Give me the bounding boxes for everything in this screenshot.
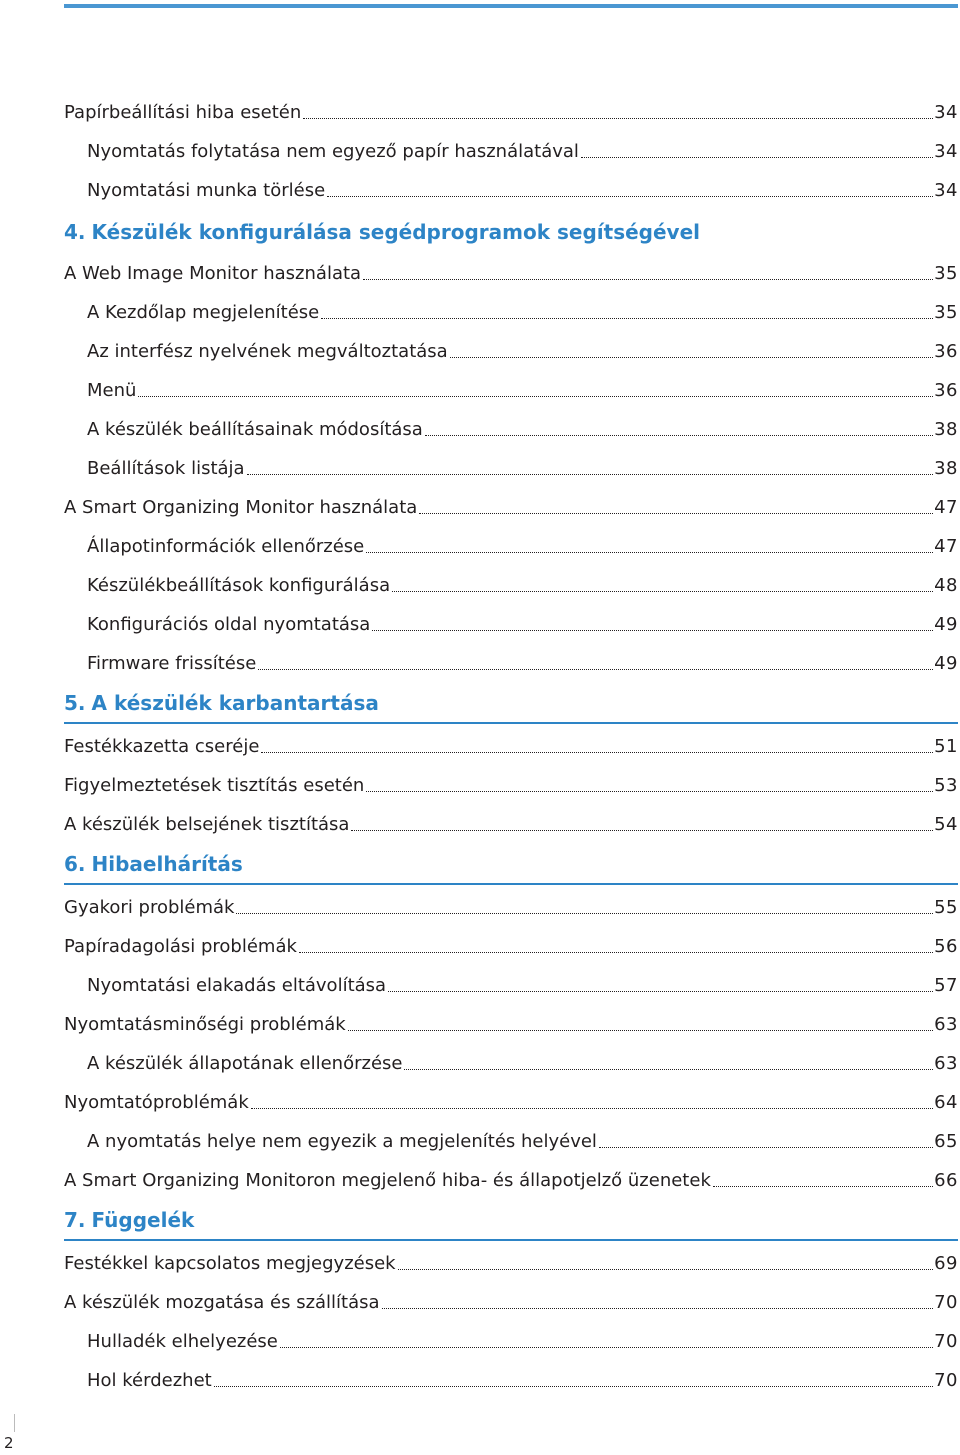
table-of-contents xyxy=(64,90,958,1397)
entry-title: A Smart Organizing Monitoron megjelenő hiba- és állapotjelző üzenetek xyxy=(64,1170,711,1191)
entry-page-number: 64 xyxy=(934,1092,958,1113)
entry-title: Beállítások listája xyxy=(87,458,245,479)
toc-entry[interactable] xyxy=(64,1280,958,1319)
dot-leader xyxy=(348,1029,933,1031)
entry-page-number: 36 xyxy=(934,341,958,362)
entry-page-number: 70 xyxy=(934,1331,958,1352)
dot-leader xyxy=(713,1185,933,1187)
chapter-number: 5. xyxy=(64,691,86,715)
entry-page-number: 38 xyxy=(934,419,958,440)
toc-subentry[interactable] xyxy=(64,1041,958,1080)
dot-leader xyxy=(280,1346,933,1348)
dot-leader xyxy=(450,356,933,358)
entry-page-number: 35 xyxy=(934,302,958,323)
dot-leader xyxy=(581,156,933,158)
dot-leader xyxy=(366,790,933,792)
toc-entry[interactable] xyxy=(64,763,958,802)
entry-page-number: 63 xyxy=(934,1053,958,1074)
entry-page-number: 48 xyxy=(934,575,958,596)
chapter-title: A készülék karbantartása xyxy=(91,691,379,715)
toc-subentry[interactable] xyxy=(64,168,958,207)
chapter-title: Függelék xyxy=(91,1208,195,1232)
entry-title: Az interfész nyelvének megváltoztatása xyxy=(87,341,448,362)
dot-leader xyxy=(392,590,933,592)
entry-title: A Kezdőlap megjelenítése xyxy=(87,302,320,323)
toc-chapter-heading[interactable] xyxy=(64,207,958,251)
entry-page-number: 51 xyxy=(934,736,958,757)
entry-title: A készülék állapotának ellenőrzése xyxy=(87,1053,403,1074)
dot-leader xyxy=(327,195,933,197)
dot-leader xyxy=(363,278,933,280)
page-margin-mark xyxy=(14,1414,15,1432)
entry-title: Papíradagolási problémák xyxy=(64,936,297,957)
dot-leader xyxy=(236,912,933,914)
dot-leader xyxy=(398,1268,934,1270)
toc-subentry[interactable] xyxy=(64,1358,958,1397)
dot-leader xyxy=(261,751,933,753)
entry-page-number: 47 xyxy=(934,536,958,557)
toc-subentry[interactable] xyxy=(64,407,958,446)
dot-leader xyxy=(321,317,933,319)
toc-subentry[interactable] xyxy=(64,129,958,168)
dot-leader xyxy=(382,1307,934,1309)
entry-title: Nyomtatás folytatása nem egyező papír használatával xyxy=(87,141,579,162)
entry-title: Konfigurációs oldal nyomtatása xyxy=(87,614,371,635)
toc-subentry[interactable] xyxy=(64,963,958,1002)
dot-leader xyxy=(419,512,933,514)
toc-entry[interactable] xyxy=(64,802,958,841)
entry-page-number: 34 xyxy=(934,102,958,123)
entry-page-number: 47 xyxy=(934,497,958,518)
entry-page-number: 65 xyxy=(934,1131,958,1152)
entry-title: Papírbeállítási hiba esetén xyxy=(64,102,302,123)
dot-leader xyxy=(247,473,934,475)
entry-title: Hulladék elhelyezése xyxy=(87,1331,278,1352)
toc-entry[interactable] xyxy=(64,251,958,290)
dot-leader xyxy=(599,1146,933,1148)
entry-title: A nyomtatás helye nem egyezik a megjelenítés helyével xyxy=(87,1131,597,1152)
toc-entry[interactable] xyxy=(64,1002,958,1041)
entry-title: Nyomtatási elakadás eltávolítása xyxy=(87,975,387,996)
toc-subentry[interactable] xyxy=(64,524,958,563)
chapter-number: 7. xyxy=(64,1208,86,1232)
entry-title: Nyomtatóproblémák xyxy=(64,1092,249,1113)
entry-page-number: 36 xyxy=(934,380,958,401)
toc-chapter-heading[interactable] xyxy=(64,1197,958,1241)
toc-entry[interactable] xyxy=(64,485,958,524)
page-number: 2 xyxy=(4,1434,14,1452)
header-rule xyxy=(64,4,958,8)
dot-leader xyxy=(404,1068,933,1070)
chapter-title: Hibaelhárítás xyxy=(91,852,243,876)
entry-title: Menü xyxy=(87,380,137,401)
dot-leader xyxy=(425,434,933,436)
chapter-number: 4. xyxy=(64,220,86,244)
entry-page-number: 55 xyxy=(934,897,958,918)
entry-title: Firmware frissítése xyxy=(87,653,257,674)
entry-page-number: 49 xyxy=(934,614,958,635)
entry-page-number: 34 xyxy=(934,141,958,162)
dot-leader xyxy=(351,829,933,831)
toc-entry[interactable] xyxy=(64,924,958,963)
entry-page-number: 70 xyxy=(934,1370,958,1391)
toc-entry[interactable] xyxy=(64,885,958,924)
entry-title: A Smart Organizing Monitor használata xyxy=(64,497,418,518)
entry-title: A készülék beállításainak módosítása xyxy=(87,419,423,440)
toc-subentry[interactable] xyxy=(64,368,958,407)
toc-entry[interactable] xyxy=(64,1241,958,1280)
entry-page-number: 49 xyxy=(934,653,958,674)
toc-chapter-heading[interactable] xyxy=(64,680,958,724)
entry-title: A készülék mozgatása és szállítása xyxy=(64,1292,380,1313)
entry-page-number: 57 xyxy=(934,975,958,996)
chapter-number: 6. xyxy=(64,852,86,876)
entry-title: Nyomtatásminőségi problémák xyxy=(64,1014,346,1035)
toc-subentry[interactable] xyxy=(64,641,958,680)
entry-page-number: 70 xyxy=(934,1292,958,1313)
dot-leader xyxy=(303,117,933,119)
entry-page-number: 69 xyxy=(934,1253,958,1274)
toc-entry[interactable] xyxy=(64,1080,958,1119)
entry-title: Festékkazetta cseréje xyxy=(64,736,260,757)
dot-leader xyxy=(366,551,933,553)
toc-subentry[interactable] xyxy=(64,329,958,368)
entry-page-number: 54 xyxy=(934,814,958,835)
entry-title: Készülékbeállítások konfigurálása xyxy=(87,575,391,596)
toc-chapter-heading[interactable] xyxy=(64,841,958,885)
entry-title: Nyomtatási munka törlése xyxy=(87,180,326,201)
toc-subentry[interactable] xyxy=(64,446,958,485)
toc-entry[interactable] xyxy=(64,1158,958,1197)
entry-page-number: 53 xyxy=(934,775,958,796)
entry-page-number: 56 xyxy=(934,936,958,957)
toc-subentry[interactable] xyxy=(64,1319,958,1358)
entry-title: A Web Image Monitor használata xyxy=(64,263,362,284)
dot-leader xyxy=(251,1107,933,1109)
entry-title: Hol kérdezhet xyxy=(87,1370,212,1391)
entry-page-number: 35 xyxy=(934,263,958,284)
dot-leader xyxy=(299,951,933,953)
entry-page-number: 63 xyxy=(934,1014,958,1035)
entry-page-number: 38 xyxy=(934,458,958,479)
dot-leader xyxy=(258,668,933,670)
dot-leader xyxy=(214,1385,933,1387)
chapter-title: Készülék konfigurálása segédprogramok segítségével xyxy=(91,220,701,244)
toc-entry[interactable] xyxy=(64,724,958,763)
entry-page-number: 34 xyxy=(934,180,958,201)
toc-subentry[interactable] xyxy=(64,602,958,641)
toc-subentry[interactable] xyxy=(64,1119,958,1158)
entry-title: Figyelmeztetések tisztítás esetén xyxy=(64,775,365,796)
toc-subentry[interactable] xyxy=(64,563,958,602)
entry-title: Állapotinformációk ellenőrzése xyxy=(87,536,365,557)
dot-leader xyxy=(372,629,933,631)
toc-entry[interactable] xyxy=(64,90,958,129)
entry-title: Gyakori problémák xyxy=(64,897,235,918)
entry-page-number: 66 xyxy=(934,1170,958,1191)
dot-leader xyxy=(388,990,933,992)
dot-leader xyxy=(138,395,933,397)
entry-title: A készülék belsejének tisztítása xyxy=(64,814,350,835)
entry-title: Festékkel kapcsolatos megjegyzések xyxy=(64,1253,396,1274)
toc-subentry[interactable] xyxy=(64,290,958,329)
